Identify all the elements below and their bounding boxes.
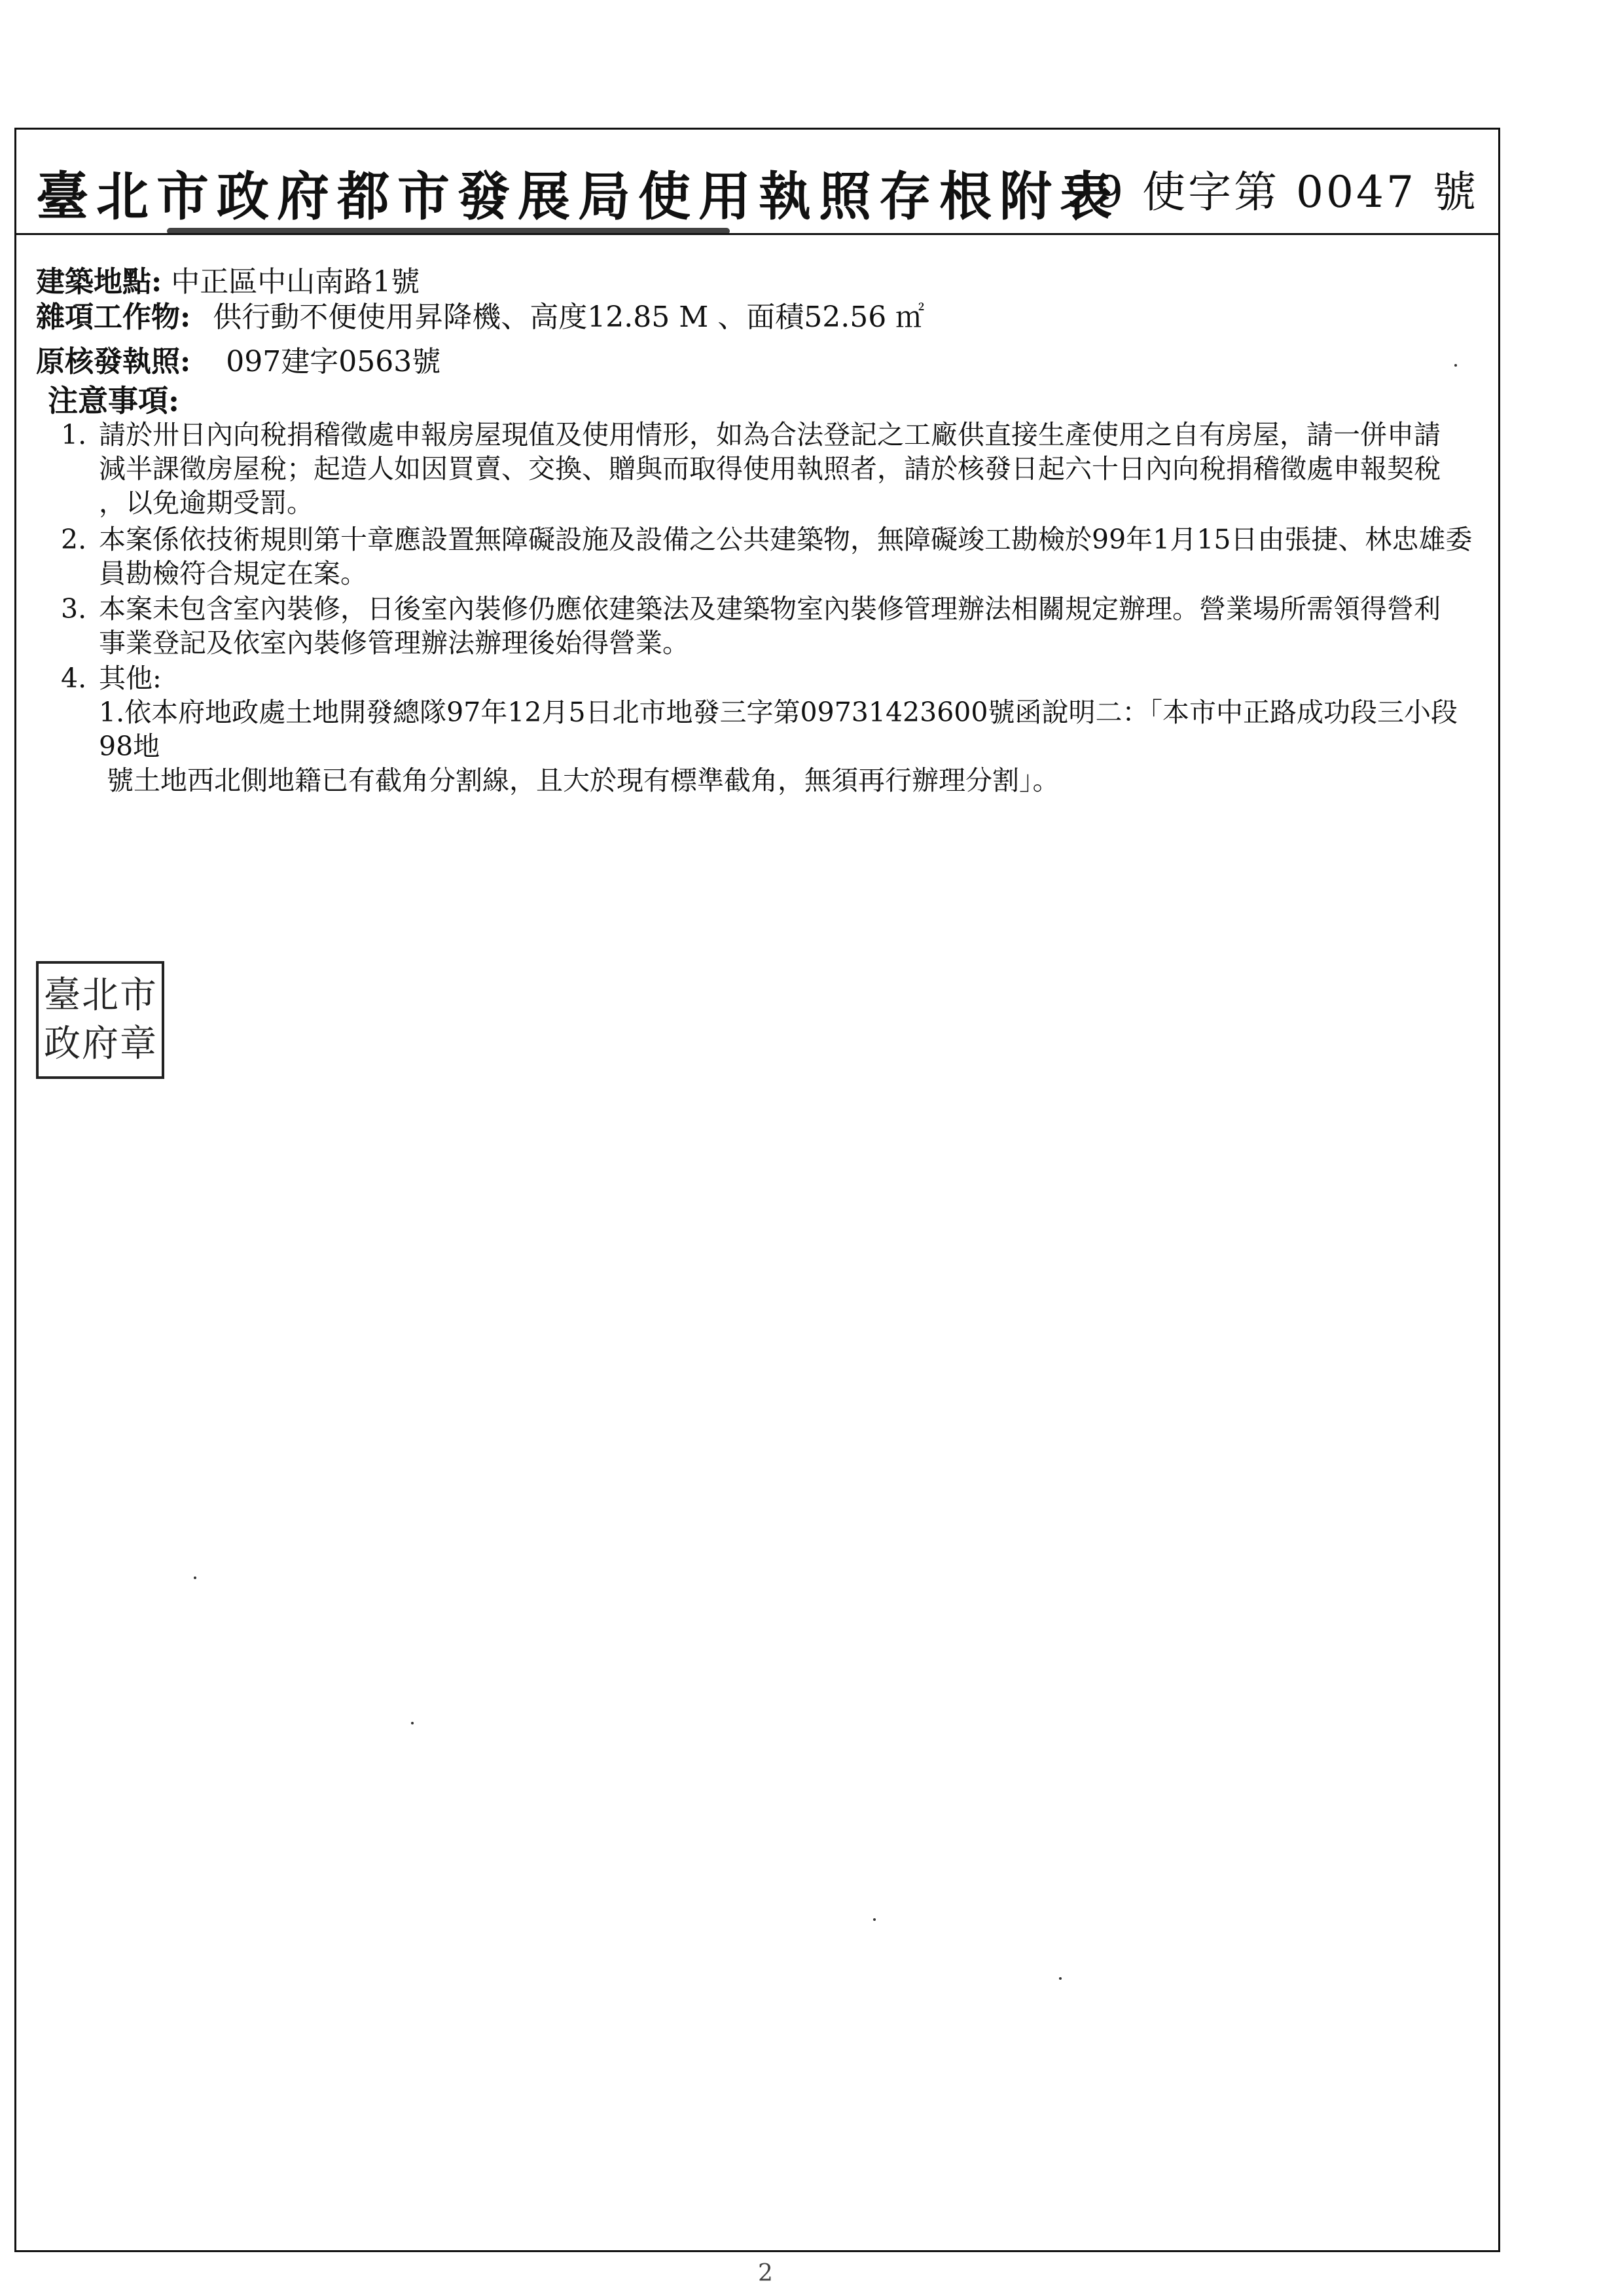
note-text: 減半課徵房屋稅；起造人如因買賣、交換、贈與而取得使用執照者，請於核發日起六十日內向稅捐稽徵處申報契稅: [99, 453, 1441, 484]
original-permit-value: 097建字0563號: [226, 345, 441, 378]
document-frame: [14, 128, 1500, 2252]
seal-char: 北: [82, 974, 118, 1017]
note-item-2: [61, 522, 1488, 591]
scan-speck: [1059, 1977, 1062, 1980]
original-permit-label: 原核發執照:: [36, 345, 191, 378]
misc-structure-field: [36, 293, 924, 335]
document-title: 臺北市政府都市發展局使用執照存根附表: [36, 166, 1120, 227]
note-text: 本案未包含室內裝修，日後室內裝修仍應依建築法及建築物室內裝修管理辦法相關規定辦理。營業場所需領得營利: [99, 593, 1441, 625]
note-text: 員勘檢符合規定在案。: [99, 558, 367, 589]
header-divider: [16, 233, 1498, 235]
misc-structure-value: 供行動不便使用昇降機、高度12.85 M 、面積52.56 ㎡: [213, 301, 925, 334]
note-text: 本案係依技術規則第十章應設置無障礙設施及設備之公共建築物，無障礙竣工勘檢於99年1月15日由張捷、林忠雄委: [99, 524, 1473, 555]
note-text: 其他:: [99, 663, 162, 694]
seal-char: 市: [120, 974, 156, 1017]
location-label: 建築地點:: [36, 265, 162, 299]
sub-note-text: 號土地西北側地籍已有截角分割線，且大於現有標準截角，無須再行辦理分割」。: [107, 765, 1060, 796]
permit-number: 99 使字第 0047 號: [1066, 167, 1479, 217]
note-item-4: [61, 661, 1488, 695]
note-number: 1.: [61, 419, 87, 450]
seal-char: 政: [44, 1023, 81, 1065]
note-number: 3.: [61, 593, 87, 625]
seal-char: 臺: [44, 974, 81, 1017]
misc-structure-label: 雜項工作物:: [36, 301, 191, 334]
note-text: 事業登記及依室內裝修管理辦法辦理後始得營業。: [99, 627, 689, 659]
note-item-3: [61, 592, 1488, 660]
original-permit-field: [36, 338, 440, 380]
seal-char: 章: [120, 1023, 156, 1065]
note-text: ，以免逾期受罰。: [99, 487, 314, 519]
note-item-1: [61, 418, 1488, 520]
seal-char: 府: [82, 1023, 118, 1065]
notes-title: 注意事項:: [48, 383, 179, 418]
location-value: 中正區中山南路1號: [171, 265, 420, 299]
note-text: 請於卅日內向稅捐稽徵處申報房屋現值及使用情形，如為合法登記之工廠供直接生產使用之自有房屋，請一併申請: [99, 419, 1441, 450]
scan-speck: [194, 1576, 196, 1579]
scan-speck: [873, 1918, 876, 1921]
note-sub-item: [99, 695, 1486, 797]
note-number: 4.: [61, 663, 87, 694]
page-number: 2: [758, 2260, 773, 2287]
official-seal: [36, 961, 164, 1079]
sub-note-text: 1.依本府地政處土地開發總隊97年12月5日北市地發三字第09731423600號函說明二：「本市中正路成功段三小段98地: [99, 697, 1458, 762]
scan-speck: [411, 1722, 414, 1724]
scan-speck: [1454, 364, 1457, 367]
note-number: 2.: [61, 524, 87, 555]
